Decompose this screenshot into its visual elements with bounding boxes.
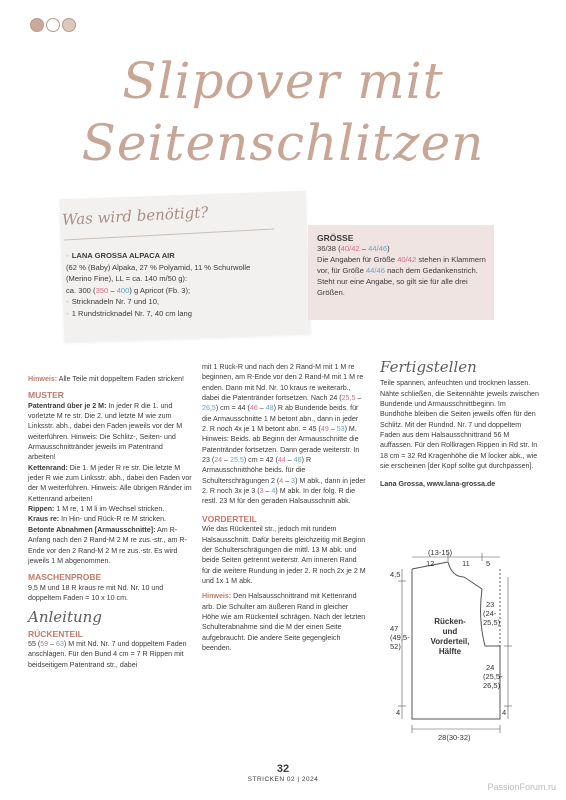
diagram-label: und (442, 627, 458, 636)
needles: 1 Rundstricknadel Nr. 7, 40 cm lang (71, 308, 192, 318)
section-heading: RÜCKENTEIL (28, 628, 83, 639)
dim-right-mid: 24 (486, 663, 495, 672)
yarn-desc: (62 % (Baby) Alpaka, 27 % Polyamid, 11 % Schurwolle (66, 262, 251, 272)
diagram-label: Hälfte (438, 647, 462, 656)
dim-right-top: 25,5) (483, 618, 501, 627)
section-heading: VORDERTEIL (202, 513, 257, 524)
dim-right-mid: 26,5) (483, 681, 501, 690)
column-3: Fertigstellen Teile spannen, anfeuchten und trocknen lassen. Nähte schließen, die Seitennähte jeweils zwischen Bundende und Armausschnittbeginn. Im Bundhöhe bleiben die Seiten jeweils offen für den Schlitz. Mit der Rundnd. Nr. 7 und doppeltem Faden aus dem Halsausschnittrand 56 M auffassen. Für den Rollkragen Rippen in Rd str. In 18 cm = 32 Rd Kragenhöhe die M locker abk., wie sie erscheinen [der Kopf sollte gut durchpassen]. Lana Grossa, www.lana-grossa.de (380, 358, 539, 489)
dim-left-bottom: 4 (396, 708, 401, 717)
diagram-label: Vorderteil, (430, 637, 470, 646)
materials-list: ◦ LANA GROSSA ALPACA AIR (62 % (Baby) Alpaka, 27 % Polyamid, 11 % Schurwolle (Merino Fine), LL = ca. 140 m/50 g): ca. 300 (350 – 400) g Apricot (Fb. 3); ◦ Stricknadeln Nr. 7 und 10, ◦ 1 Rundstricknadel Nr. 7, 40 cm lang (66, 250, 304, 320)
page-title-line2: Seitenschlitzen (81, 114, 485, 172)
instructions-heading: Anleitung (28, 608, 102, 627)
yarn-ball-icon (46, 18, 60, 32)
dim-top-mid: 11 (462, 559, 470, 568)
dim-right-bottom: 4 (502, 708, 507, 717)
materials-heading: Was wird benötigt? (61, 203, 209, 229)
dim-right-mid: (25,5- (483, 672, 503, 681)
credit: Lana Grossa, www.lana-grossa.de (380, 480, 496, 489)
size-text: Die Angaben für Größe 40/42 stehen in Klammern vor, für Größe 44/46 nach dem Gedankenstrich. Steht nur eine Angabe, so gilt sie für alle drei Größen. (317, 255, 486, 297)
diagram-label: Rücken- (434, 617, 466, 626)
page-number: 32 (276, 763, 290, 775)
yarn-desc: (Merino Fine), LL = ca. 140 m/50 g): (66, 274, 188, 284)
size-values: 36/38 (40/42 – 44/46) (317, 244, 390, 253)
dim-left-top: 4,5 (390, 570, 401, 579)
finishing-heading: Fertigstellen (380, 358, 477, 376)
dim-left-mid: (49,5- (390, 633, 410, 642)
yarn-name: LANA GROSSA ALPACA AIR (71, 251, 175, 260)
dim-top-right: 5 (486, 559, 491, 568)
yarn-ball-icon (62, 18, 76, 32)
size-box (308, 225, 494, 320)
schematic-diagram (390, 549, 520, 749)
dim-right-top: 23 (486, 600, 495, 609)
garment-outline (412, 562, 464, 577)
needles: Stricknadeln Nr. 7 und 10, (71, 297, 160, 307)
issue-label: STRICKEN 02 | 2024 (247, 776, 319, 783)
size-heading: GRÖSSE (317, 233, 354, 243)
watermark: PassionForum.ru (487, 782, 556, 792)
column-1: Hinweis: Alle Teile mit doppeltem Faden stricken! MUSTER Patentrand über je 2 M: In jeder R die 1. und vorletzte M re str. Die 2. und letzte M wie zum Linksstr. abh., dabei den Faden jeweils vor der M weiterführen. Hinweis: Die Schlitz-, Seiten- und Armausschnittränder jeweils im Patentrand arbeiten! Kettenrand: Die 1. M jeder R re str. Die letzte M jeder R wie zum Linksstr. abh., dabei den Faden vor der M weiterführen. Hinweis: Alle übrigen Ränder im Kettenrand arbeiten! Rippen: 1 M re, 1 M li im Wechsel stricken. Kraus re: In Hin- und Rück-R re M stricken. Betonte Abnahmen [Armausschnitte]: Am R-Anfang nach den 2 Rand-M 2 M re zus.-str., am R-Ende vor den 2 Rand-M 2 M re zus.-str. Es wird jeweils 1 M abgenommen. MASCHENPROBE 9,5 M und 18 R kraus re mit Nd. Nr. 10 und doppeltem Faden = 10 x 10 cm. Anleitung RÜCKENTEIL 55 (59 – 63) M mit Nd. Nr. 7 und doppeltem Faden anschlagen. Für den Bund 4 cm = 7 R Rippen mit beidseitigem Patentrand str., dabei (28, 375, 192, 669)
dim-top: (13-15) (428, 549, 453, 557)
dim-right-top: (24- (483, 609, 497, 618)
section-heading: MASCHENPROBE (28, 572, 102, 583)
section-heading: MUSTER (28, 390, 64, 401)
dim-left-mid: 47 (390, 624, 399, 633)
dim-bottom: 28(30-32) (438, 733, 471, 742)
dim-left-mid: 52) (390, 642, 401, 651)
column-2: mit 1 Rück-R und nach den 2 Rand-M mit 1 M re beginnen, am R-Ende vor den 2 Rand-M mit 1 M re enden. Dann mit Nd. Nr. 10 kraus re weiterarb., dabei die Patentränder fortsetzen. Nach 24 (25,5 – 26,5) cm = 44 (46 – 48) R ab Bundende beids. für die Armausschnitte 1 M betont abn., dann in jeder 2. R noch 4x je 1 M betont abn. = 45 (49 – 53) M. Hinweis: Beids. ab Beginn der Armausschnitte die Patentränder fortsetzen. Dann gerade weiterstr. In 23 (24 – 25,5) cm = 42 (44 – 46) R Armausschnitthöhe beids. für die Schulterschrägungen 2 (4 – 3) M abk., dann in jeder 2. R noch 3x je 3 (3 – 4) M abk. In der folg. R die restl. 23 M für den geraden Halsausschnitt abk. VORDERTEIL Wie das Rückenteil str., jedoch mit rundem Halsausschnitt. Dafür bereits gleichzeitig mit Beginn der Schulterschrägungen die mittl. 13 M abk. und beide Seiten getrennt weiterstr. Am inneren Rand für die weitere Rundung in jeder 2. R noch 2x je 2 M und 1x 1 M abk. Hinweis: Den Halsausschnittrand mit Kettenrand arb. Die Schulter am äußeren Rand in gleicher Höhe wie am Rückenteil schrägen. Nach der letzten Schulterabnahme sind die M der einen Seite aufgebraucht. Die andere Seite gegengleich beenden. (202, 363, 366, 652)
page-title-line1: Slipover mit (122, 52, 444, 110)
yarn-ball-icon (30, 18, 44, 32)
dim-top-left: 12 (426, 559, 435, 568)
yarn-amount: ca. 300 (350 – 400) g Apricot (Fb. 3); (66, 285, 191, 295)
